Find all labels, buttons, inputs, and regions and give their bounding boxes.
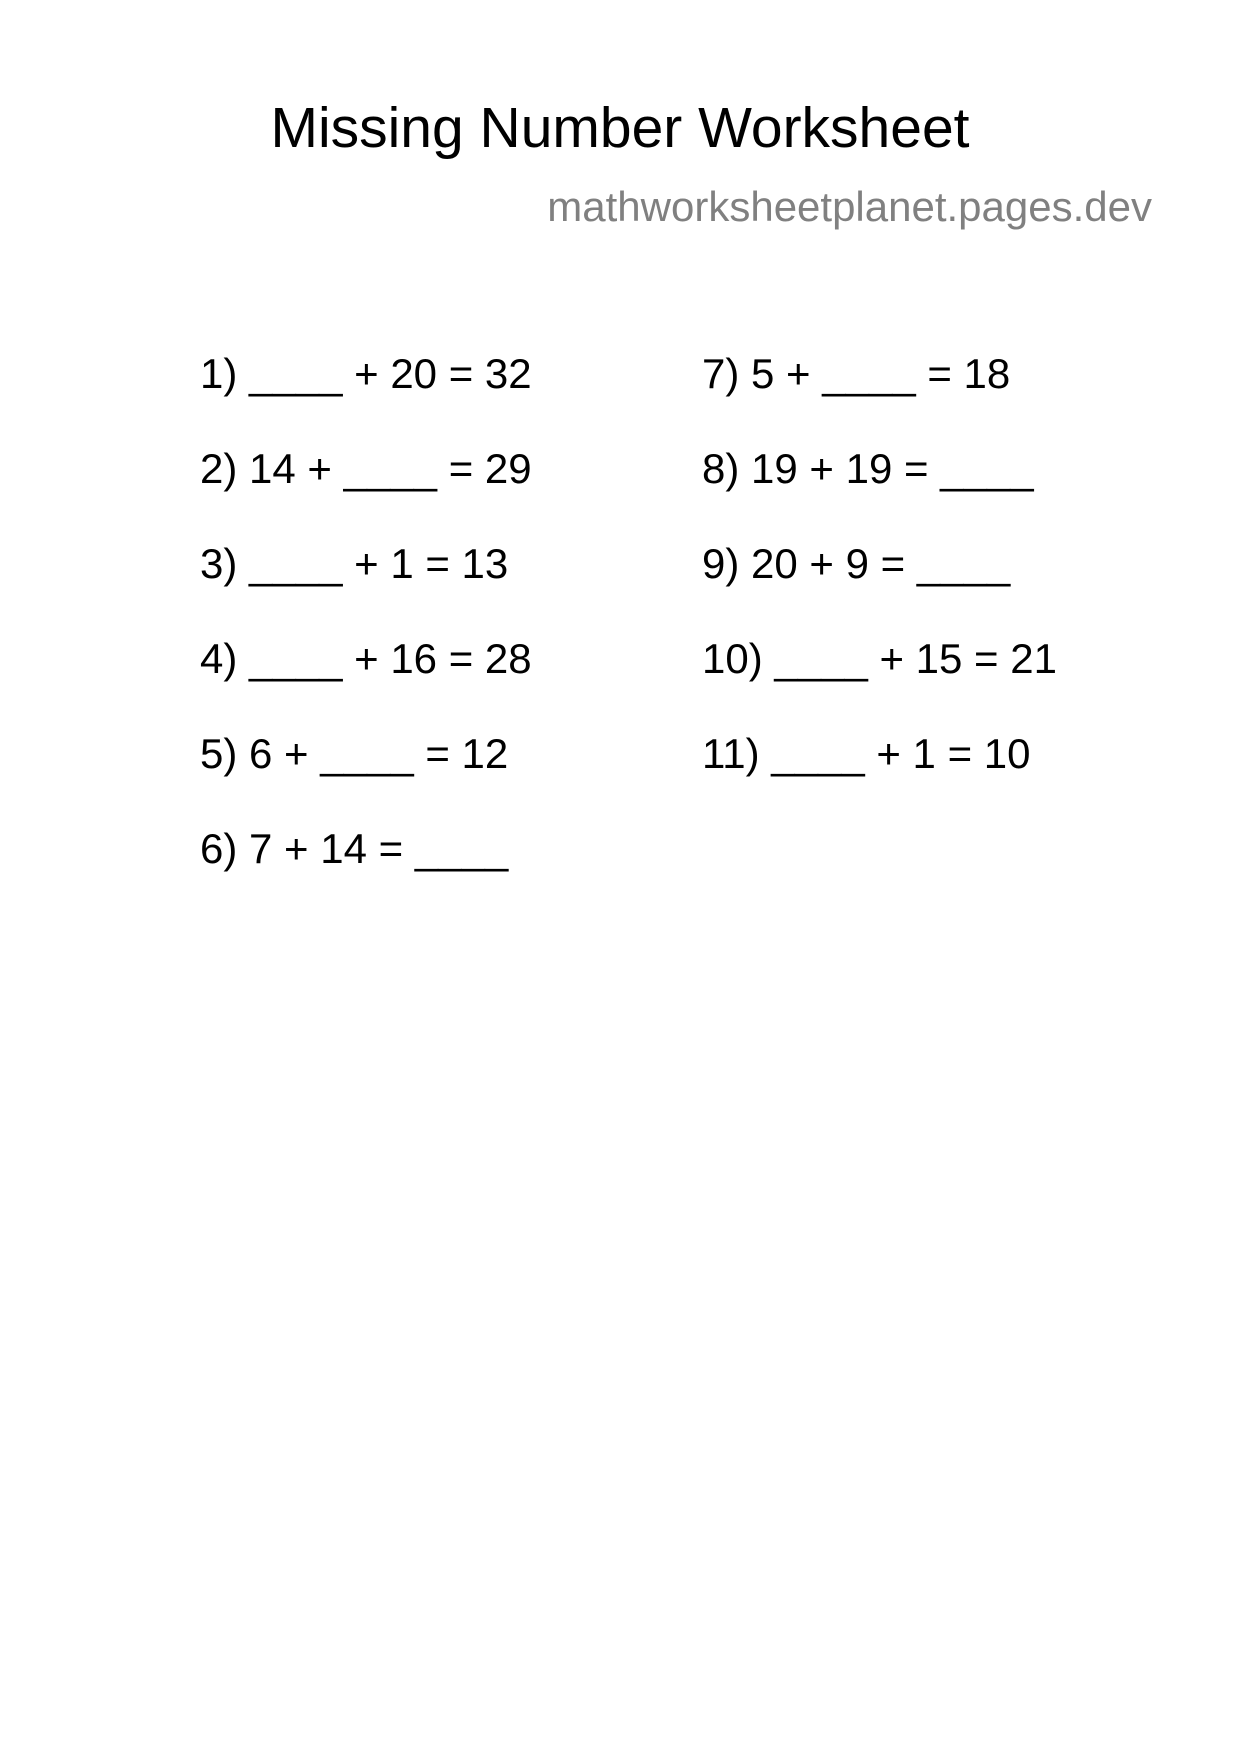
problem-5: 5) 6 + ____ = 12 xyxy=(200,730,509,777)
problem-4: 4) ____ + 16 = 28 xyxy=(200,635,532,682)
problem-9: 9) 20 + 9 = ____ xyxy=(702,540,1011,587)
problem-7: 7) 5 + ____ = 18 xyxy=(702,350,1011,397)
worksheet-title: Missing Number Worksheet xyxy=(270,96,970,160)
worksheet-source: mathworksheetplanet.pages.dev xyxy=(547,183,1152,230)
problem-10: 10) ____ + 15 = 21 xyxy=(702,635,1057,682)
problem-6: 6) 7 + 14 = ____ xyxy=(200,825,509,872)
problem-3: 3) ____ + 1 = 13 xyxy=(200,540,509,587)
problem-11: 11) ____ + 1 = 10 xyxy=(702,730,1031,777)
problem-2: 2) 14 + ____ = 29 xyxy=(200,445,532,492)
problem-8: 8) 19 + 19 = ____ xyxy=(702,445,1034,492)
problem-1: 1) ____ + 20 = 32 xyxy=(200,350,532,397)
